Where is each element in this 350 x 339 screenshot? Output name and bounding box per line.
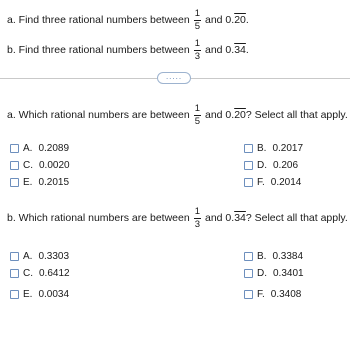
checkbox-icon[interactable] <box>10 161 19 170</box>
fraction-one-fifth <box>194 9 201 31</box>
expand-more-button[interactable] <box>157 72 191 84</box>
option-d-checkbox[interactable] <box>244 268 304 279</box>
option-c-checkbox[interactable] <box>10 268 70 279</box>
option-value: 0.3303 <box>38 251 70 262</box>
option-a-checkbox[interactable] <box>10 251 69 262</box>
checkbox-icon[interactable] <box>244 178 253 187</box>
option-value: 0.3408 <box>270 289 302 300</box>
checkbox-icon[interactable] <box>10 269 19 278</box>
checkbox-icon[interactable] <box>244 290 253 299</box>
period: . <box>245 14 249 26</box>
option-value: 0.0034 <box>38 289 70 300</box>
repeating-digits: 34 <box>234 44 246 56</box>
option-letter: A. <box>23 251 33 262</box>
option-b-checkbox[interactable] <box>244 251 303 262</box>
checkbox-icon[interactable] <box>244 252 253 261</box>
option-letter: D. <box>257 160 267 171</box>
checkbox-icon[interactable] <box>10 178 19 187</box>
problem-b-statement <box>7 39 249 61</box>
fraction-one-fifth <box>194 104 201 126</box>
fraction-numerator: 1 <box>194 8 200 19</box>
fraction-one-third <box>194 207 201 229</box>
checkbox-icon[interactable] <box>244 269 253 278</box>
and-text: and 0. <box>205 44 235 56</box>
option-e-checkbox[interactable] <box>10 289 69 300</box>
option-value: 0.2089 <box>38 143 70 154</box>
option-d-checkbox[interactable] <box>244 160 298 171</box>
option-value: 0.3384 <box>272 251 304 262</box>
and-text: and 0. <box>204 109 235 121</box>
option-letter: B. <box>257 251 267 262</box>
prompt-end: ? Select all that apply. <box>245 212 348 224</box>
option-f-checkbox[interactable] <box>244 289 301 300</box>
fraction-one-third <box>194 39 201 61</box>
option-value: 0.2014 <box>270 177 302 188</box>
option-letter: C. <box>23 160 33 171</box>
option-value: 0.206 <box>273 160 299 171</box>
prompt-end: ? Select all that apply. <box>245 109 348 121</box>
part-a-prompt: a. Which rational numbers are between <box>7 109 190 121</box>
checkbox-icon[interactable] <box>10 290 19 299</box>
repeating-digits: 20 <box>234 109 246 121</box>
and-text: and 0. <box>205 14 235 26</box>
part-b-question <box>7 207 348 229</box>
fraction-denominator: 5 <box>194 20 200 32</box>
option-value: 0.3401 <box>273 268 304 279</box>
option-letter: F. <box>257 177 265 188</box>
option-letter: E. <box>23 177 33 188</box>
option-value: 0.2017 <box>272 143 304 154</box>
option-letter: E. <box>23 289 33 300</box>
option-value: 0.2015 <box>38 177 70 188</box>
option-value: 0.6412 <box>39 268 70 279</box>
option-f-checkbox[interactable] <box>244 177 301 188</box>
option-letter: F. <box>257 289 265 300</box>
ellipsis-icon: ..... <box>165 71 183 81</box>
and-text: and 0. <box>204 212 235 224</box>
repeating-digits: 34 <box>234 212 246 224</box>
fraction-numerator: 1 <box>194 103 200 114</box>
problem-b-text: b. Find three rational numbers between <box>7 44 190 56</box>
fraction-denominator: 3 <box>194 218 200 230</box>
problem-a-statement <box>7 9 249 31</box>
checkbox-icon[interactable] <box>10 252 19 261</box>
part-a-question <box>7 104 348 126</box>
checkbox-icon[interactable] <box>10 144 19 153</box>
option-letter: B. <box>257 143 267 154</box>
period: . <box>245 44 249 56</box>
problem-a-text: a. Find three rational numbers between <box>7 14 190 26</box>
option-letter: D. <box>257 268 267 279</box>
option-b-checkbox[interactable] <box>244 143 303 154</box>
option-letter: A. <box>23 143 33 154</box>
part-b-prompt: b. Which rational numbers are between <box>7 212 190 224</box>
option-letter: C. <box>23 268 33 279</box>
fraction-numerator: 1 <box>194 38 200 49</box>
checkbox-icon[interactable] <box>244 144 253 153</box>
option-e-checkbox[interactable] <box>10 177 69 188</box>
checkbox-icon[interactable] <box>244 161 253 170</box>
option-a-checkbox[interactable] <box>10 143 69 154</box>
option-value: 0.0020 <box>39 160 70 171</box>
fraction-denominator: 5 <box>194 115 200 127</box>
fraction-denominator: 3 <box>194 50 200 62</box>
fraction-numerator: 1 <box>194 206 200 217</box>
option-c-checkbox[interactable] <box>10 160 70 171</box>
repeating-digits: 20 <box>234 14 246 26</box>
